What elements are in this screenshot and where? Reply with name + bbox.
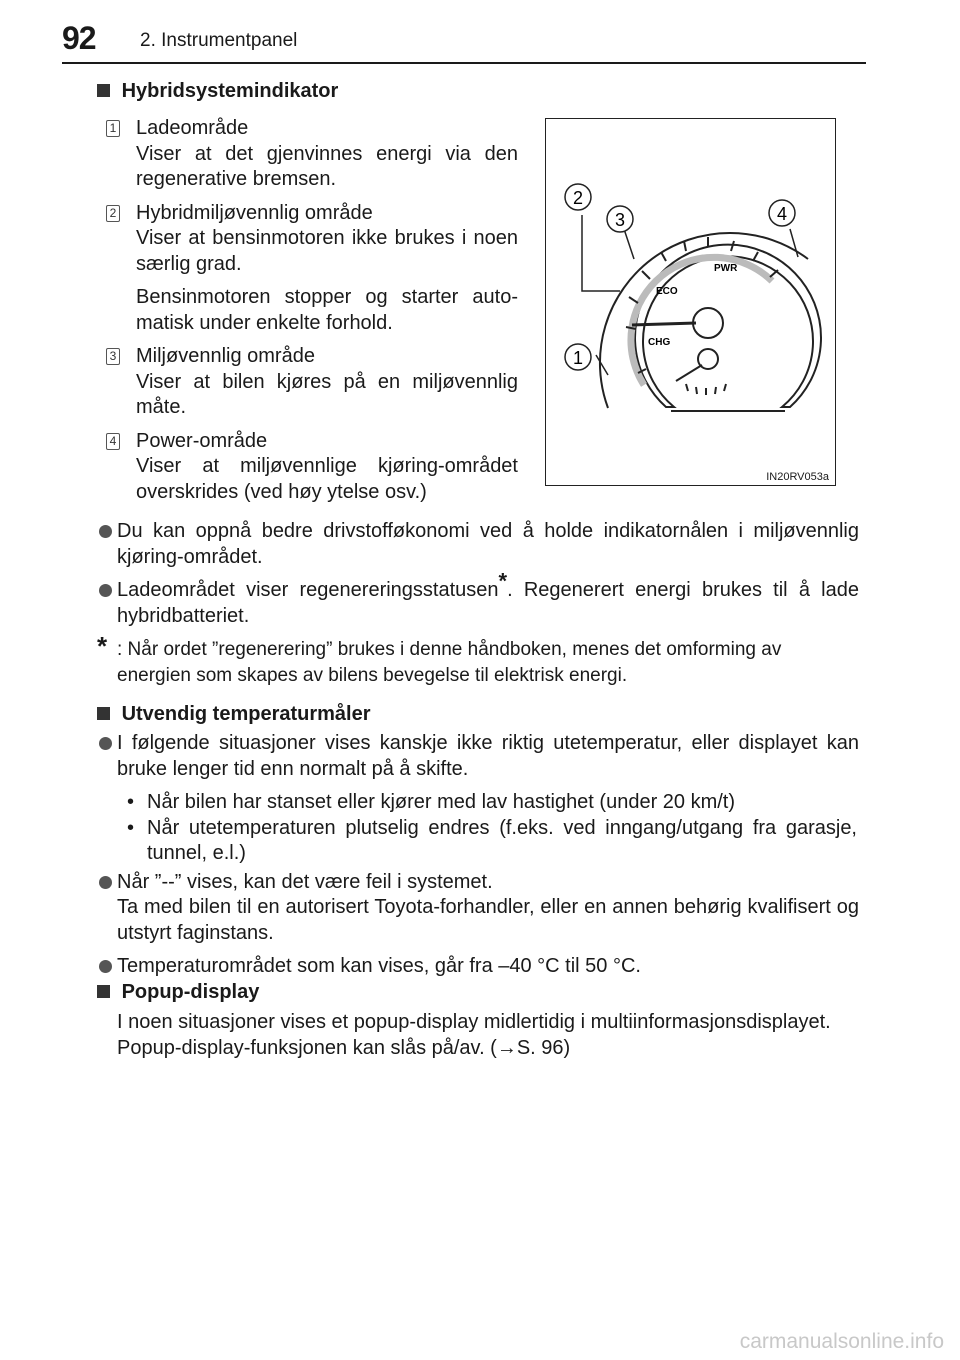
callout-1-number: 1 bbox=[572, 348, 584, 368]
hybrid-bullet-2 bbox=[97, 568, 859, 629]
temp-sub-list bbox=[97, 790, 859, 867]
bullet-dot bbox=[99, 960, 112, 973]
hybrid-item-2 bbox=[106, 201, 518, 337]
item-number-badge: 3 bbox=[106, 348, 120, 365]
item-title: Hybridmiljøvennlig område bbox=[136, 201, 373, 224]
bullet-text bbox=[117, 568, 859, 629]
figure-code: IN20RV053a bbox=[766, 471, 829, 483]
watermark: carmanualsonline.info bbox=[739, 1330, 944, 1353]
sub-item-2 bbox=[127, 816, 859, 867]
section-heading-popup-text: Popup-display bbox=[121, 981, 260, 1003]
popup-paragraph-1: I noen situasjoner vises et popup-display midlertidig i multiinformasjonsdisplayet. bbox=[117, 1011, 831, 1033]
bullet-text-line2: Ta med bilen til en autorisert Toyota-forhandler, eller en annen behørig kvalifisert og utstyrt faginstans. bbox=[117, 896, 859, 944]
temp-bullet-1 bbox=[97, 731, 859, 782]
hybrid-item-list bbox=[106, 116, 518, 505]
temp-bullet-2 bbox=[97, 870, 859, 947]
item-title: Ladeområde bbox=[136, 117, 249, 139]
chapter-title: 2. Instrumentpanel bbox=[140, 30, 298, 51]
item-number-badge: 2 bbox=[106, 205, 120, 222]
bullet-text: I følgende situasjoner vises kanskje ikke riktig utetemperatur, eller displayet kan bruke lenger tid enn normalt på å skifte. bbox=[117, 732, 859, 780]
sub-item-text: Når utetemperaturen plutselig endres (f.eks. ved inngang/utgang fra garasje, tunnel, e.l.) bbox=[147, 816, 857, 864]
popup-paragraph-2: Popup-display-funksjonen kan slås på/av. (→S. 96) bbox=[117, 1036, 571, 1059]
bullet-text-line1: Når ”--” vises, kan det være feil i systemet. bbox=[117, 870, 493, 893]
bullet-text: Temperaturområdet som kan vises, går fra –40 °C til 50 °C. bbox=[117, 955, 641, 977]
hybrid-notes bbox=[97, 519, 859, 688]
sub-bullet: • bbox=[127, 791, 135, 813]
item-description: Viser at bensinmotoren ikke brukes i noen særlig grad. bbox=[136, 227, 518, 275]
needle bbox=[632, 323, 696, 325]
eco-label: ECO bbox=[656, 286, 678, 297]
callout-3-number: 3 bbox=[614, 210, 626, 230]
pwr-label: PWR bbox=[714, 263, 738, 274]
item-title: Power-område bbox=[136, 429, 268, 452]
item-extra-note: Bensinmotoren stopper og starter automatisk under enkelte forhold. bbox=[136, 286, 518, 334]
bullet-text-part1: Ladeområdet viser regenereringsstatusen bbox=[117, 579, 499, 601]
footnote-text: : Når ordet ”regenerering” brukes i denne håndboken, menes det omforming av energien som skapes av bilens bevegelse til elektrisk energi. bbox=[117, 639, 782, 686]
hybrid-item-3 bbox=[106, 344, 518, 421]
bullet-dot bbox=[99, 737, 112, 750]
footnote-marker: * bbox=[97, 631, 108, 661]
section-heading-temp-text: Utvendig temperaturmåler bbox=[121, 703, 371, 725]
needle-hub bbox=[693, 308, 723, 338]
callout-2-number: 2 bbox=[572, 188, 584, 208]
sub-item-text: Når bilen har stanset eller kjører med lav hastighet (under 20 km/t) bbox=[147, 791, 736, 813]
bullet-dot bbox=[99, 876, 112, 889]
callout-4-number: 4 bbox=[776, 204, 788, 224]
popup-body bbox=[117, 1010, 859, 1061]
section-heading-hybrid bbox=[97, 79, 338, 105]
footnote bbox=[97, 631, 859, 688]
item-title: Miljøvennlig område bbox=[136, 345, 315, 367]
item-description: Viser at bilen kjøres på en miljøvennlig måte. bbox=[136, 370, 518, 418]
temp-notes bbox=[97, 731, 859, 980]
hybrid-bullet-1 bbox=[97, 519, 859, 570]
callout-3-leader bbox=[624, 229, 634, 259]
sub-bullet: • bbox=[127, 816, 135, 839]
hybrid-item-4 bbox=[106, 429, 518, 506]
hybrid-gauge-illustration bbox=[546, 119, 835, 485]
item-description: Viser at miljøvennlige kjøring-området overskrides (ved høy ytelse osv.) bbox=[136, 455, 518, 503]
sub-item-1 bbox=[127, 790, 859, 816]
item-description: Viser at det gjenvinnes energi via den regenerative bremsen. bbox=[136, 142, 518, 190]
header-rule bbox=[62, 62, 866, 64]
item-number-badge: 4 bbox=[106, 433, 120, 450]
footnote-ref: * bbox=[498, 568, 508, 594]
sub-gauge-needle bbox=[676, 365, 702, 381]
callout-4-leader bbox=[790, 229, 798, 257]
bullet-dot bbox=[99, 584, 112, 597]
bullet-text: Du kan oppnå bedre drivstofføkonomi ved å holde indikatornålen i miljøvennlig kjøring-området. bbox=[117, 520, 859, 568]
chg-label: CHG bbox=[648, 337, 671, 348]
temp-bullet-3 bbox=[97, 954, 859, 980]
hybrid-item-1 bbox=[106, 116, 518, 193]
hybrid-indicator-figure bbox=[545, 118, 836, 486]
page-number: 92 bbox=[62, 20, 96, 56]
bullet-dot bbox=[99, 525, 112, 538]
section-heading-hybrid-text: Hybridsystemindikator bbox=[121, 80, 339, 102]
section-heading-popup bbox=[97, 980, 259, 1006]
item-number-badge: 1 bbox=[106, 120, 120, 137]
callout-1-leader bbox=[596, 355, 608, 375]
section-heading-temp bbox=[97, 702, 371, 728]
bullet-text-part2: . Regenerert energi brukes til å lade hybridbatteriet. bbox=[117, 579, 859, 627]
